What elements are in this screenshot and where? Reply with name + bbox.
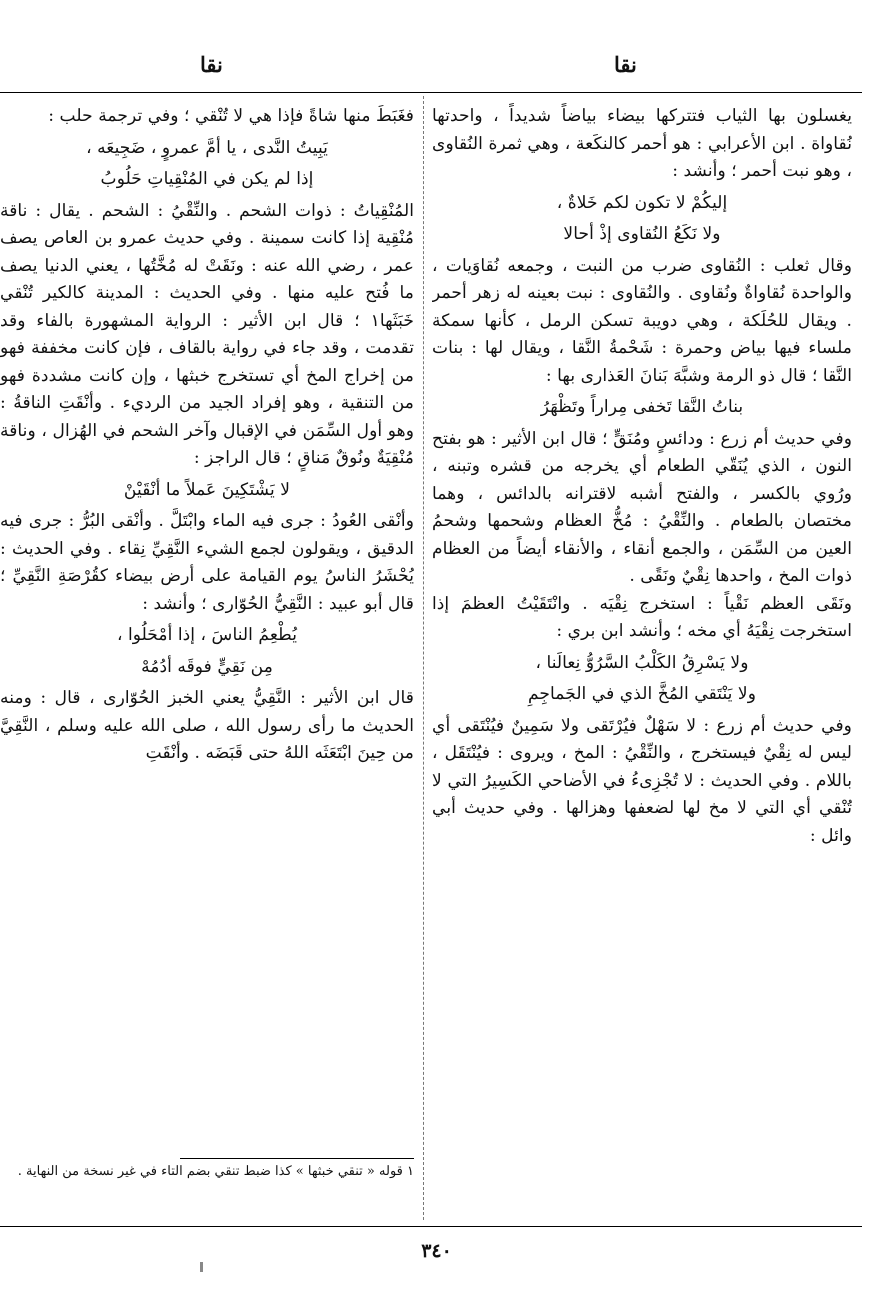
verse-line: ولا يَسْرِقُ الكَلْبُ السَّرُوُّ نِعالَنا ، [535,652,749,673]
right-column [432,103,852,1223]
verse-line: إذا لم يكن في المُنْقِياتِ حَلُوبُ [100,169,314,189]
verse-line: إليكُمْ لا تكون لكم خَلاةٌ ، [556,192,728,213]
page-number: ٣٤٠ [421,1240,452,1262]
footnote-rule [180,1158,414,1159]
paragraph: فغَبَطَ منها شاةً فإذا هي لا تُنْقي ؛ وفي ترجمة حلب : [48,106,414,126]
verse-line: ولا يَنْتَقي المُخَّ الذي في الجَماجِمِ [527,684,756,704]
paragraph: وأنْقى العُودُ : جرى فيه الماء وابْتَلَّ . وأنْقى البُرُّ : جرى فيه الدقيق ، ويقولون لجمع الشيء النَّقِيِّ نِقاء . وفي الحديث : يُحْشَرُ الناسُ يوم القيامة على أرض بيضاء كقُرْصَةِ النَّقِيِّ ؛ قال أبو عبيد : النَّقِيُّ الحُوّارى ؛ وأنشد : [0,511,414,614]
scan-speck [200,1262,203,1272]
paragraph: وفي حديث أم زرع : لا سَهْلٌ فيُرْتَقى ولا سَمِينٌ فيُنْتَقى أي ليس له نِقْيٌ فيستخرج ، والنِّقْيُ : المخ ، ويروى : فيُنْتَقَل ، باللام . وفي الحديث : لا تُجْزِىءُ في الأضاحي الكَسِيرُ التي لا تُنْقي أي التي لا مخ لها لضعفها وهزالها . وفي حديث أبي وائل : [432,715,852,846]
top-rule [0,92,862,93]
paragraph: المُنْقِياتُ : ذوات الشحم . والنِّقْيُ : الشحم . يقال : ناقة مُنْقِية إذا كانت سمينة . وفي حديث عمرو بن العاص يصف عمر ، رضي الله عنه : ونَقَتْ له مُخَّتُها ، يعني الدنيا يصف ما فُتح عليه منها . وفي الحديث : المدينة كالكير تُنْقي خَبَثَها١ ؛ قال ابن الأثير : الرواية المشهورة بالفاء وقد تقدمت ، وقد جاء في رواية بالقاف ، فإن كانت مخففة فهو من إخراج المخ أي تستخرج خبثها ، وإن كانت مشددة فهو من التنقية ، وهو إفراد الجيد من الرديء . وأنْقَتِ الناقةُ : وهو أول السِّمَن في الإقبال وآخر الشحم في الهُزال ، وناقة مُنْقِيَةٌ ونُوقٌ مَناقٍ ؛ قال الراجز : [0,200,414,468]
footnote: ١ قوله « تنقي خبثها » كذا ضبط تنقي بضم التاء في غير نسخة من النهاية . [17,1164,414,1179]
paragraph: يغسلون بها الثياب فتتركها بيضاء بياضاً شديداً ، واحدتها نُقاواة . ابن الأعرابي : هو أحمر كالنكَعة ، وهي ثمرة النُقاوى ، وهو نبت أحمر ؛ وأنشد : [432,106,852,181]
bottom-rule [0,1226,862,1227]
paragraph: وفي حديث أم زرع : ودائسٍ ومُنَقٍّ ؛ قال ابن الأثير : هو بفتح النون ، الذي يُنَقّي الطعام أي يخرجه من قشره وتبنه ، ورُوي بالكسر ، والفتح أشبه لاقترانه بالدائس ، وهما مختصان بالطعام . والنِّقْيُ : مُخُّ العظام وشحمها وشحمُ العين من السِّمَن ، والجمع أنقاء ، والأنقاء أيضاً من العظام ذوات المخ ، واحدها نِقْيٌ ونَقًى . [432,428,852,586]
verse-line: بناتُ النَّقا تَخفى مِراراً وتَظْهَرُ [540,397,744,417]
paragraph: ونَقَى العظم نَقْياً : استخرج نِقْيَه . وانْتَقَيْتُ العظمَ إذا استخرجت نِقْيَهُ أي مخه ؛ وأنشد ابن بري : [432,593,852,641]
verse-line: ولا نَكَعُ النُقاوى إذْ أحالا [563,224,721,244]
verse-line: لا يَشْتَكِينَ عَملاً ما أنْقَيْنْ [123,479,291,500]
paragraph: قال ابن الأثير : النَّقِيُّ يعني الخبز الحُوّارى ، قال : ومنه الحديث ما رأى رسول الله ، صلى الله عليه وسلم ، النَّقِيَّ من حِينَ ابْتَعَثَه اللهُ حتى قَبَضَه . وأنْقَتِ [0,688,414,763]
running-head-right: نقا [614,52,637,77]
verse-line: يَبِيتُ النَّدى ، يا أمَّ عمروٍ ، ضَجِيعَه ، [86,137,328,158]
verse-line: مِن نَقِيٍّ فوقَه أدُمُهْ [141,656,273,677]
left-column [0,103,414,1153]
column-divider [423,96,424,1220]
paragraph: وقال ثعلب : النُقاوى ضرب من النبت ، وجمعه نُقاوَيات ، والواحدة نُقاواةٌ ونُقاوى . والنُقاوى : نبت بعينه له زهر أحمر . ويقال للحُلَكة ، وهي دويبة تسكن الرمل ، كأنها سمكة ملساء فيها بياض وحمرة : شَحْمةُ النَّقا ، ويقال لها : بنات النَّقا ؛ قال ذو الرمة وشبَّهَ بَنانَ العَذارى بها : [432,255,852,386]
verse-line: يُطْعِمُ الناسَ ، إذا أمْحَلُوا ، [116,625,298,645]
running-head-left: نقا [200,52,223,77]
